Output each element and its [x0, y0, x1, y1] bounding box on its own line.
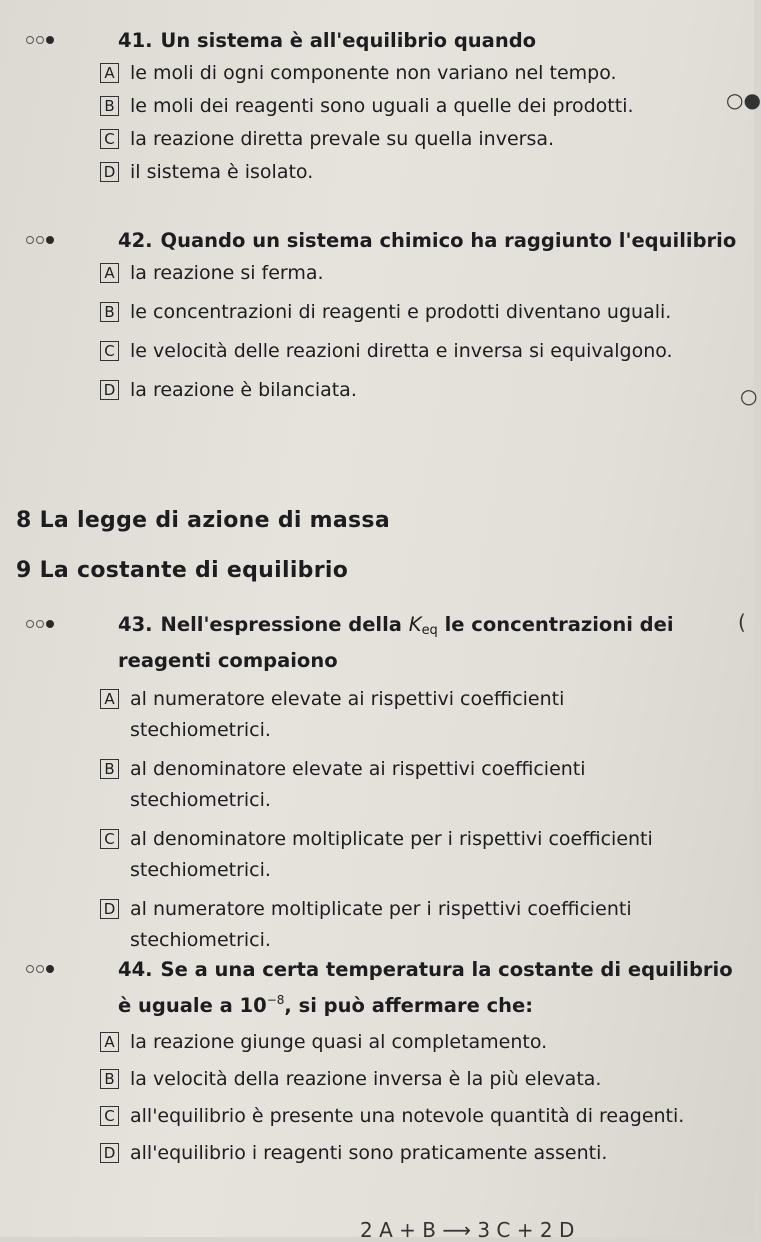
difficulty-dots	[26, 36, 54, 44]
difficulty-dot-filled-icon	[46, 620, 54, 628]
option-text: al numeratore moltiplicate per i rispettivi coefficienti stechiometrici.	[130, 898, 632, 951]
section-heading-9: 9 La costante di equilibrio	[16, 558, 349, 583]
difficulty-dot-empty-icon	[36, 236, 44, 244]
question-43	[0, 610, 740, 956]
question-44	[0, 955, 740, 1169]
question-42-header	[0, 226, 740, 256]
option-b[interactable]	[0, 1064, 740, 1095]
difficulty-dot-empty-icon	[26, 236, 34, 244]
question-44-header	[0, 955, 740, 1021]
option-letter-box: A	[100, 689, 119, 709]
option-text: le concentrazioni di reagenti e prodotti diventano uguali.	[130, 301, 672, 323]
edge-fragment-dot-icon: ○	[740, 384, 758, 408]
option-text: le velocità delle reazioni diretta e inversa si equivalgono.	[130, 340, 673, 362]
difficulty-dot-filled-icon	[46, 965, 54, 973]
option-letter-box: C	[100, 341, 119, 361]
option-letter-box: B	[100, 759, 119, 779]
option-letter-box: A	[100, 1032, 119, 1052]
option-text: al denominatore moltiplicate per i rispettivi coefficienti stechiometrici.	[130, 828, 653, 881]
option-text: la velocità della reazione inversa è la più elevata.	[130, 1068, 602, 1090]
option-letter-box: B	[100, 302, 119, 322]
question-number: 41.	[118, 29, 153, 52]
option-d[interactable]	[0, 894, 740, 956]
question-number: 43.	[118, 613, 153, 636]
edge-fragment-dots-icon: ○●	[726, 88, 761, 112]
difficulty-dot-empty-icon	[26, 965, 34, 973]
question-text: Un sistema è all'equilibrio quando	[160, 29, 537, 52]
option-b[interactable]	[0, 297, 740, 328]
option-a[interactable]	[0, 258, 740, 289]
section-heading-8: 8 La legge di azione di massa	[16, 508, 390, 533]
option-c[interactable]	[0, 824, 740, 886]
option-letter-box: D	[100, 1143, 119, 1163]
question-number: 44.	[118, 958, 153, 981]
option-letter-box: C	[100, 129, 119, 149]
option-c[interactable]	[0, 1101, 740, 1132]
option-letter-box: B	[100, 96, 119, 116]
option-text: le moli di ogni componente non variano nel tempo.	[130, 62, 617, 84]
option-b[interactable]	[0, 91, 740, 122]
question-41-header	[0, 26, 740, 56]
option-text: la reazione si ferma.	[130, 262, 324, 284]
difficulty-dot-empty-icon	[36, 36, 44, 44]
difficulty-dot-empty-icon	[36, 620, 44, 628]
option-a[interactable]	[0, 684, 740, 746]
question-number: 42.	[118, 229, 153, 252]
difficulty-dot-filled-icon	[46, 236, 54, 244]
question-text-end: , si può affermare che:	[284, 994, 534, 1017]
question-text-start: Nell'espressione della	[160, 613, 409, 636]
difficulty-dot-empty-icon	[26, 620, 34, 628]
option-d[interactable]	[0, 375, 740, 406]
difficulty-dot-empty-icon	[36, 965, 44, 973]
option-letter-box: C	[100, 1106, 119, 1126]
option-text: all'equilibrio è presente una notevole quantità di reagenti.	[130, 1105, 685, 1127]
question-text-start: Se a una certa temperatura la costante di equilibrio è uguale a	[118, 958, 733, 1017]
bottom-equation-fragment: 2 A + B ⟶ 3 C + 2 D	[360, 1218, 575, 1242]
k-symbol: K	[408, 613, 422, 636]
question-42	[0, 226, 740, 406]
question-41	[0, 26, 740, 188]
option-c[interactable]	[0, 336, 740, 367]
option-text: la reazione giunge quasi al completamento.	[130, 1031, 548, 1053]
edge-fragment-paren-icon: (	[738, 610, 746, 634]
option-letter-box: D	[100, 380, 119, 400]
option-letter-box: C	[100, 829, 119, 849]
option-d[interactable]	[0, 1138, 740, 1169]
difficulty-dot-empty-icon	[26, 36, 34, 44]
option-text: al numeratore elevate ai rispettivi coefficienti stechiometrici.	[130, 688, 565, 741]
option-letter-box: A	[100, 63, 119, 83]
option-text: il sistema è isolato.	[130, 161, 314, 183]
difficulty-dots	[26, 620, 54, 628]
k-subscript: eq	[421, 623, 438, 638]
option-text: la reazione è bilanciata.	[130, 379, 357, 401]
difficulty-dot-filled-icon	[46, 36, 54, 44]
option-a[interactable]	[0, 1027, 740, 1058]
difficulty-dots	[26, 965, 54, 973]
difficulty-dots	[26, 236, 54, 244]
question-text: Quando un sistema chimico ha raggiunto l'equilibrio	[160, 229, 737, 252]
option-letter-box: A	[100, 263, 119, 283]
power-base: 10	[239, 994, 267, 1017]
option-d[interactable]	[0, 157, 740, 188]
option-letter-box: D	[100, 162, 119, 182]
option-c[interactable]	[0, 124, 740, 155]
option-b[interactable]	[0, 754, 740, 816]
option-text: al denominatore elevate ai rispettivi coefficienti stechiometrici.	[130, 758, 586, 811]
option-text: all'equilibrio i reagenti sono praticamente assenti.	[130, 1142, 608, 1164]
power-exponent: −8	[266, 993, 285, 1007]
option-text: la reazione diretta prevale su quella inversa.	[130, 128, 555, 150]
question-text-end: le concentrazioni dei reagenti compaiono	[118, 613, 674, 672]
option-a[interactable]	[0, 58, 740, 89]
option-text: le moli dei reagenti sono uguali a quelle dei prodotti.	[130, 95, 634, 117]
question-43-header	[0, 610, 740, 676]
option-letter-box: D	[100, 899, 119, 919]
option-letter-box: B	[100, 1069, 119, 1089]
